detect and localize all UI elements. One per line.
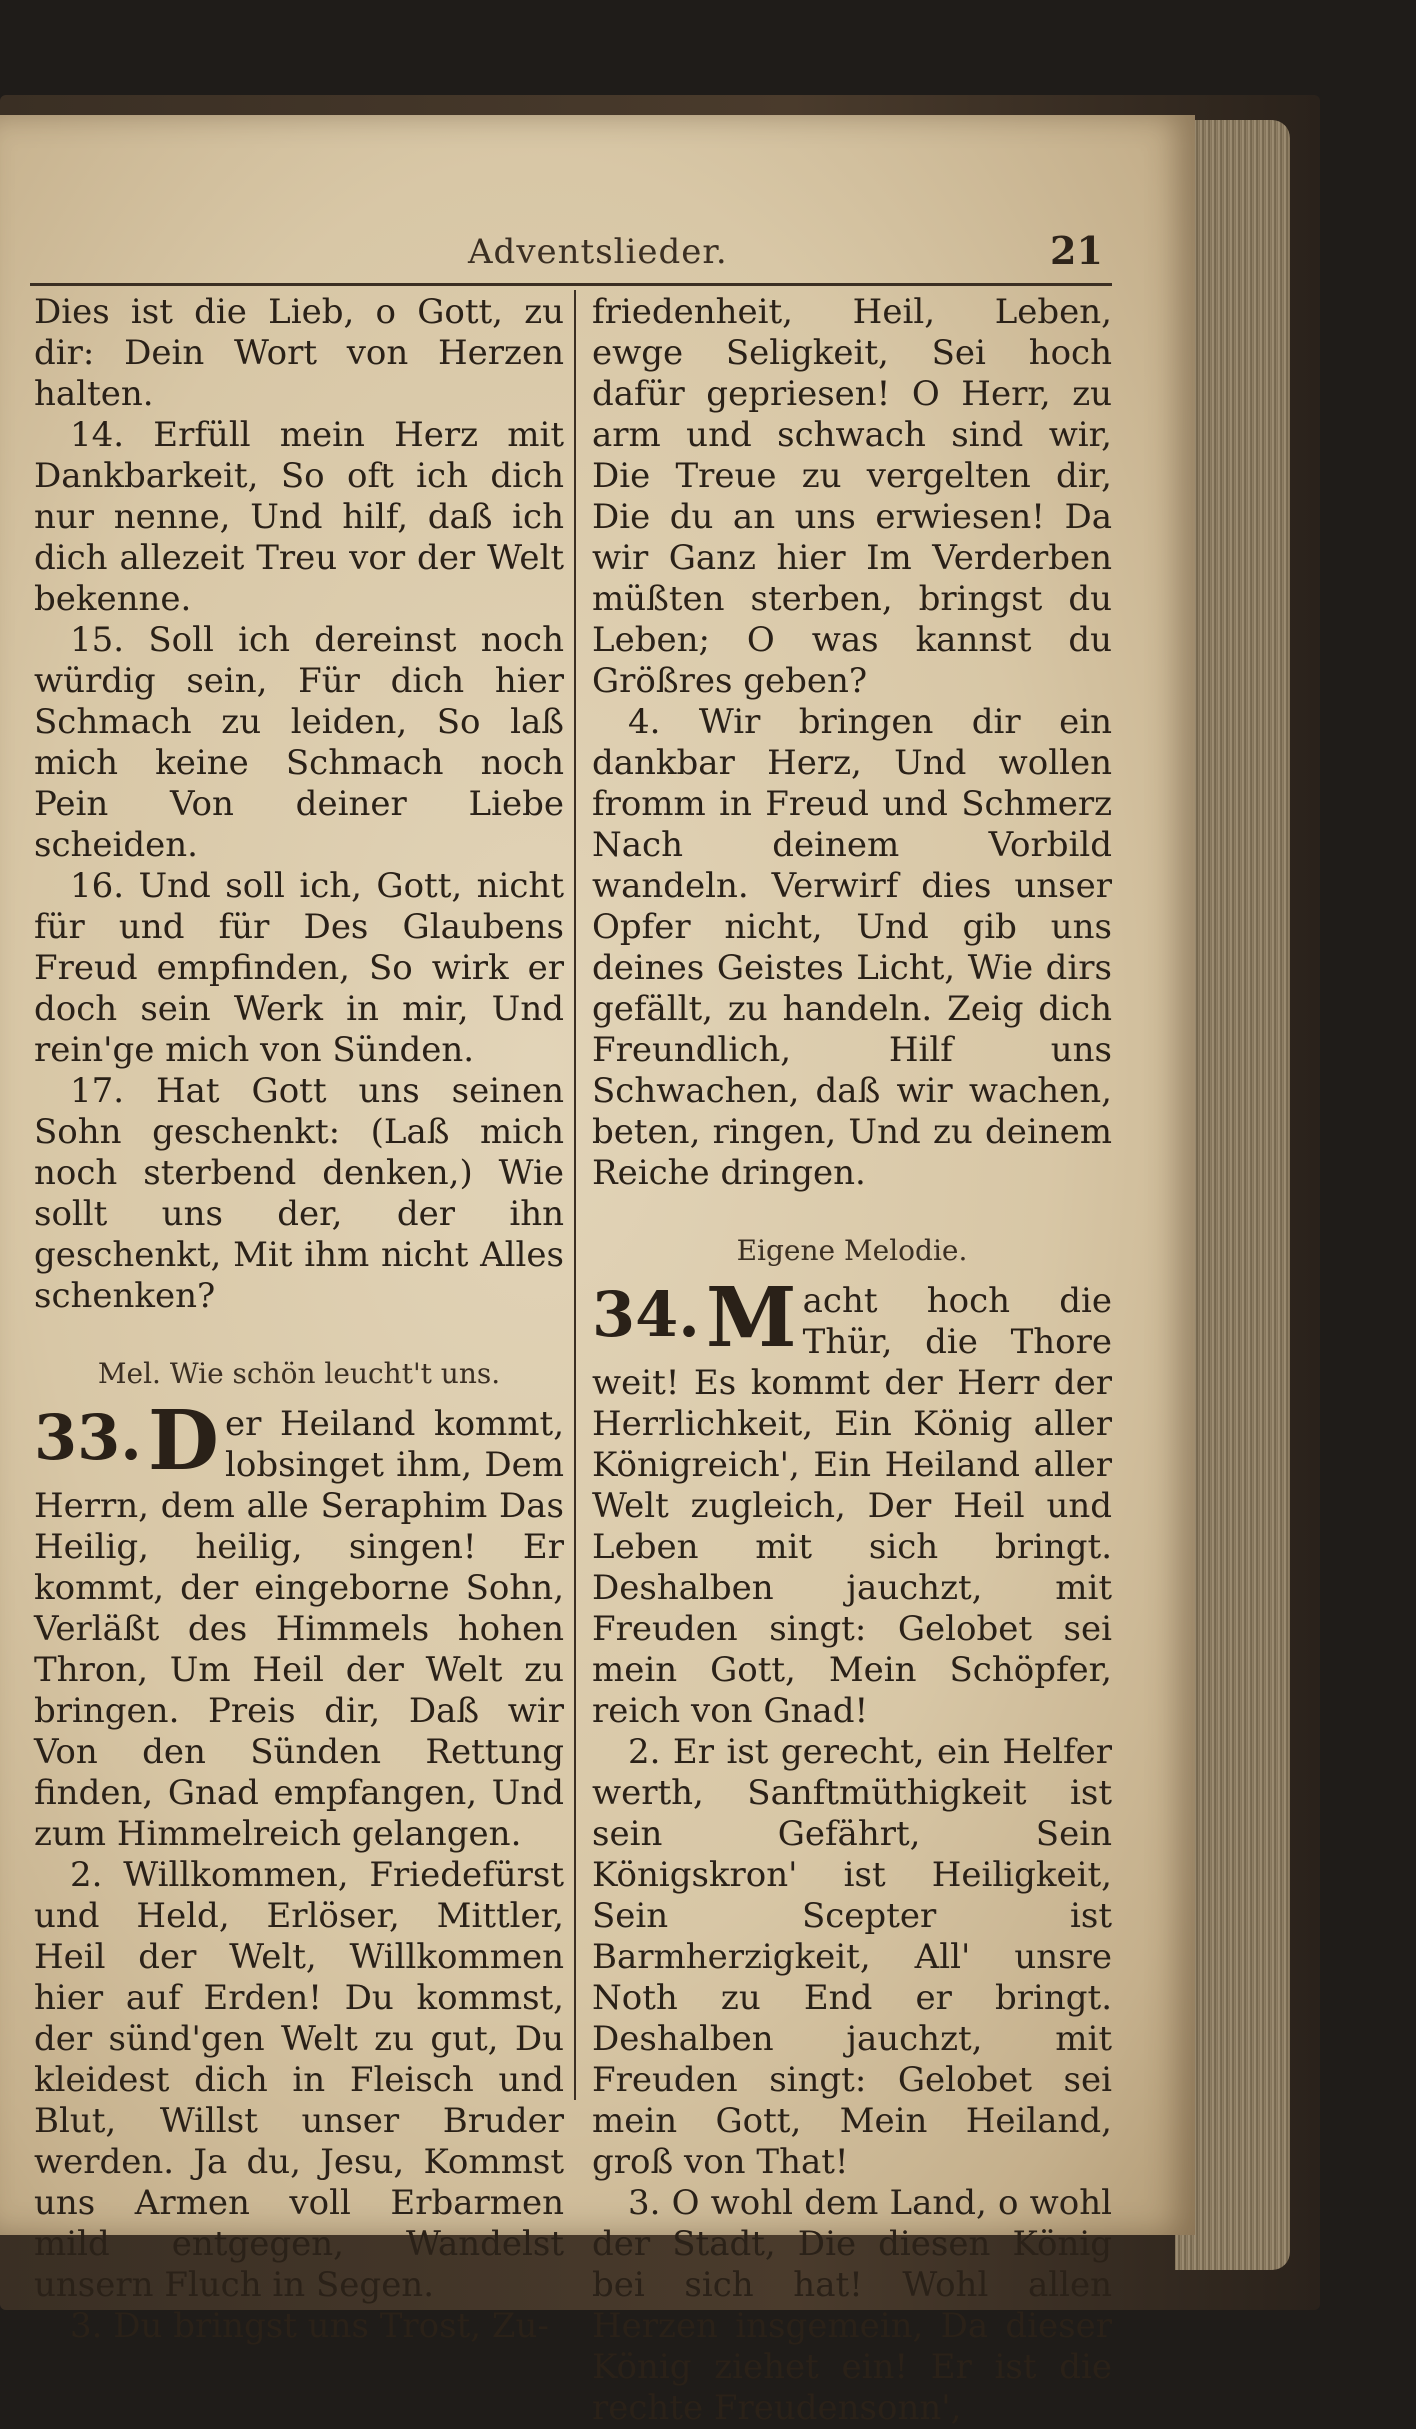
verse: 17. Hat Gott uns seinen Sohn geschenkt: (Laß mich noch sterbend denken,) Wie sollt uns der, der ihn geschenkt, Mit ihm nicht Alles schenken? [34,1071,564,1316]
verse: 3. O wohl dem Land, o wohl der Stadt, Die diesen König bei sich hat! Wohl allen Herzen insgemein, Da dieser König ziehet ein! Er ist die rechte Freudensonn', [592,2183,1112,2428]
verse: 2. Er ist gerecht, ein Helfer werth, Sanftmüthigkeit ist sein Gefährt, Sein Königskron' ist Heiligkeit, Sein Scepter ist Barmherzigkeit, All' unsre Noth zu End er bringt. Deshalben jauchzt, mit Freuden singt: Gelobet sei mein Gott, Mein Heiland, groß von That! [592,1732,1112,2182]
hymn-number: 34. [592,1278,700,1351]
paragraph: friedenheit, Heil, Leben, ewge Seligkeit, Sei hoch dafür gepriesen! O Herr, zu arm und schwach sind wir, Die Treue zu vergelten dir, Die du an uns erwiesen! Da wir Ganz hier Im Verderben müßten sterben, bringst du Leben; O was kannst du Größres geben? [592,292,1112,701]
hymn-text: er Heiland kommt, lobsinget ihm, Dem Herrn, dem alle Seraphim Das Heilig, heilig, singen! Er kommt, der eingeborne Sohn, Verläßt des Himmels hohen Thron, Um Heil der Welt zu bringen. Preis dir, Daß wir Von den Sünden Rettung finden, Gnad empfangen, Und zum Himmelreich gelangen. [34,1404,564,1854]
verse: 16. Und soll ich, Gott, nicht für und für Des Glaubens Freud empfinden, So wirk er doch sein Werk in mir, Und rein'ge mich von Sünden. [34,866,564,1070]
verse: 3. Du bringst uns Trost, Zu- [70,2306,549,2346]
running-title: Adventslieder. [468,232,728,272]
right-column [592,292,1112,2429]
hymn-34 [592,1270,1112,1732]
verse: 4. Wir bringen dir ein dankbar Herz, Und wollen fromm in Freud und Schmerz Nach deinem Vorbild wandeln. Verwirf dies unser Opfer nicht, Und gib uns deines Geistes Licht, Wie dirs gefällt, zu handeln. Zeig dich Freundlich, Hilf uns Schwachen, daß wir wachen, beten, ringen, Und zu deinem Reiche dringen. [592,702,1112,1193]
running-head [0,228,1110,282]
hymn-text: acht hoch die Thür, die Thore weit! Es kommt der Herr der Herrlichkeit, Ein König aller Königreich', Ein Heiland aller Welt zugleich, Der Heil und Leben mit sich bringt. Deshalben jauchzt, mit Freuden singt: Gelobet sei mein Gott, Mein Schöpfer, reich von Gnad! [592,1281,1112,1731]
left-column [34,292,564,2347]
melody-note: Eigene Melodie. [736,1234,968,1267]
hymn-number: 33. [34,1401,142,1474]
hymn-33 [34,1393,564,1855]
drop-cap: D [147,1393,219,1489]
paragraph: Dies ist die Lieb, o Gott, zu dir: Dein Wort von Herzen halten. [34,292,564,414]
verse: 15. Soll ich dereinst noch würdig sein, Für dich hier Schmach zu leiden, So laß mich keine Schmach noch Pein Von deiner Liebe scheiden. [34,620,564,865]
drop-cap: M [705,1270,797,1366]
melody-note: Mel. Wie schön leucht't uns. [97,1357,501,1390]
column-divider [574,290,576,2100]
header-rule [30,283,1112,286]
page-number: 21 [1050,228,1103,273]
verse: 14. Erfüll mein Herz mit Dankbarkeit, So oft ich dich nur nenne, Und hilf, daß ich dich allezeit Treu vor der Welt bekenne. [34,415,564,619]
verse: 2. Willkommen, Friedefürst und Held, Erlöser, Mittler, Heil der Welt, Willkommen hier auf Erden! Du kommst, der sünd'gen Welt zu gut, Du kleidest dich in Fleisch und Blut, Willst unser Bruder werden. Ja du, Jesu, Kommst uns Armen voll Erbarmen mild entgegen, Wandelst unsern Fluch in Segen. [34,1855,564,2305]
